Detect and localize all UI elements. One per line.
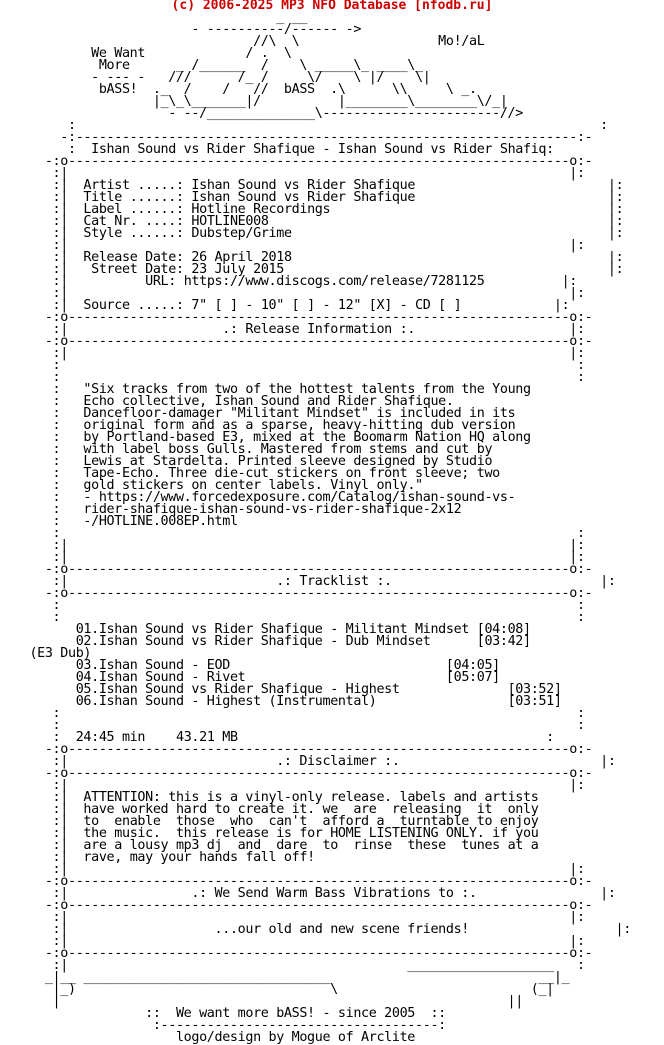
track-wrap: (E3 Dub) bbox=[29, 646, 92, 661]
total-runtime: 24:45 min bbox=[75, 730, 146, 745]
label-label: Label ......: bbox=[83, 202, 184, 217]
total-size: 43.21 MB bbox=[175, 730, 238, 745]
track-row: 03.Ishan Sound - EOD [04:05] bbox=[75, 658, 500, 673]
catnr-label: Cat Nr. ....: bbox=[83, 214, 184, 229]
greetings-heading: .: We Send Warm Bass Vibrations to :. bbox=[191, 886, 477, 901]
nfo-document bbox=[14, 12, 631, 1044]
frame-edge: |: :| |: :| bbox=[52, 274, 585, 313]
frame-edge: |: :| |: -:o-----------------------------------------------------------------o:- :| ___________________ : _|__ ________________________________ __|_ |_) \ (_| | || :: bbox=[44, 922, 631, 1021]
ascii-logo: _ __ - ----------/------ -> //\ \ Mo!/aL We Want / . \ More _ /______ / \ _____\_ ____\_ - --- - /// /_ / \/ \ |/ \| bASS! ._ / / // bASS .\ \\ \ _. |_\_\_______|/ |________\________\/_| - --/______________\-----------------------//> bbox=[91, 10, 523, 121]
track-row: 06.Ishan Sound - Highest (Instrumental) [03:51] bbox=[75, 694, 562, 709]
style-value: Dubstep/Grime bbox=[191, 226, 292, 241]
frame-edge: |: -:o-----------------------------------------------------------------o:- :| |: :| bbox=[44, 754, 616, 805]
url-label: URL: bbox=[83, 274, 176, 289]
release-info-heading: .: Release Information :. bbox=[222, 322, 416, 337]
frame-edge: : -:o-----------------------------------------------------------------o:- :| |: :| bbox=[44, 142, 593, 193]
release-date-label: Release Date: bbox=[83, 250, 184, 265]
release-description: "Six tracks from two of the hottest talents from the Young : Echo collective, Ishan Sound and Rider Shafique. : Dancefloor-damager "Militant Mindset" is included in its : original form and as a sparse, heavy-hitting dub version : by Portland-based E3, mixed at the Boomarm Nation HQ along : with label boss Gulls. Mastered from stems and cut by : Lewis at Stardelta. Printed sleeve designed by Studio : Tape-Echo. Three die-cut stickers on front sleeve; two : gold stickers on center labels. Vinyl only." : - https://www.forcedexposure.com/Catalog/ishan-sound-vs- : rider-shafique-ishan-sound-vs-rider-shafique-2x12 : -/HOTLINE.008EP.html bbox=[14, 382, 531, 529]
discogs-link[interactable]: https://www.discogs.com/release/7281125 bbox=[183, 274, 485, 289]
track-row: 05.Ishan Sound vs Rider Shafique - Highest [03:52] bbox=[75, 682, 562, 697]
street-date-value: 23 July 2015 bbox=[191, 262, 284, 277]
frame-edge: |: :| |: :| bbox=[52, 226, 624, 265]
source-label: Source .....: bbox=[83, 298, 184, 313]
tracklist-heading: .: Tracklist :. bbox=[276, 574, 392, 589]
release-date-value: 26 April 2018 bbox=[191, 250, 292, 265]
section-title-frame: : : -:-----------------------------------------------------------------:- : bbox=[60, 118, 608, 157]
frame-edge: |: :| bbox=[52, 190, 624, 217]
frame-edge: |: :| bbox=[52, 214, 624, 241]
frame-edge: |: -:o-----------------------------------------------------------------o:- :| bbox=[44, 298, 593, 337]
frame-edge: :| |: -:o-----------------------------------------------------------------o:- :| bbox=[44, 862, 593, 901]
frame-edge: |: :| bbox=[52, 250, 624, 277]
nfodb-link[interactable]: (c) 2006-2025 MP3 NFO Database [nfodb.ru] bbox=[171, 0, 493, 13]
track-row: 01.Ishan Sound vs Rider Shafique - Militant Mindset [04:08] bbox=[75, 622, 531, 637]
footer-motto: We want more bASS! - since 2005 bbox=[175, 1006, 416, 1021]
frame-edge: |: :| bbox=[52, 202, 624, 229]
frame-edge: |: :| bbox=[52, 262, 624, 289]
frame-edge: : -:o-----------------------------------------------------------------o:- :| bbox=[44, 730, 593, 769]
frame-edge: : : :| |: :| |: -:o-----------------------------------------------------------------o:- :| bbox=[44, 526, 593, 589]
footer-credit: logo/design by Mogue of Arclite bbox=[175, 1030, 416, 1045]
title-label: Title ......: bbox=[83, 190, 184, 205]
style-label: Style ......: bbox=[83, 226, 184, 241]
frame-edge: |: -:o-----------------------------------------------------------------o:- :| |: :| bbox=[44, 886, 616, 937]
disclaimer-heading: .: Disclaimer :. bbox=[276, 754, 400, 769]
track-row: 02.Ishan Sound vs Rider Shafique - Dub Mindset [03:42] bbox=[75, 634, 531, 649]
artist-label: Artist .....: bbox=[83, 178, 184, 193]
label-value: Hotline Recordings bbox=[191, 202, 331, 217]
title-value: Ishan Sound vs Rider Shafique bbox=[191, 190, 416, 205]
forcedexposure-link[interactable]: - https://www.forcedexposure.com/Catalog/ishan-sound-vs- : rider-shafique-ishan-sound-vs-rider-shafique-2x12 : -/HOTLINE.008EP.html bbox=[52, 490, 516, 529]
source-value: 7" [ ] - 10" [ ] - 12" [X] - CD [ ] bbox=[191, 298, 462, 313]
street-date-label: Street Date: bbox=[83, 262, 184, 277]
frame-edge: : : : : : bbox=[52, 706, 585, 745]
catnr-value: HOTLINE008 bbox=[191, 214, 269, 229]
greetings-text: ...our old and new scene friends! bbox=[214, 922, 470, 937]
artist-value: Ishan Sound vs Rider Shafique bbox=[191, 178, 416, 193]
frame-edge: |: -:o-----------------------------------------------------------------o:- :| |: : : : : : bbox=[44, 322, 593, 397]
frame-edge: :: :------------------------------------: bbox=[152, 1006, 446, 1033]
disclaimer-text: ATTENTION: this is a vinyl-only release. labels and artists :| have worked hard to create it. we are releasing it only :| to enable those who can't afford a turntable to enjoy :| the music. this release is for HOME LISTENING ONLY. if you :| are a lousy mp3 dj and dare to rinse these tunes at a :| rave, may your hands fall off! bbox=[52, 790, 539, 865]
frame-edge: |: :| bbox=[52, 178, 624, 205]
track-row: 04.Ishan Sound - Rivet [05:07] bbox=[75, 670, 500, 685]
frame-edge: |: -:o-----------------------------------------------------------------o:- : : : : bbox=[44, 574, 616, 625]
release-title: Ishan Sound vs Rider Shafique - Ishan Sound vs Rider Shafiq bbox=[91, 142, 547, 157]
